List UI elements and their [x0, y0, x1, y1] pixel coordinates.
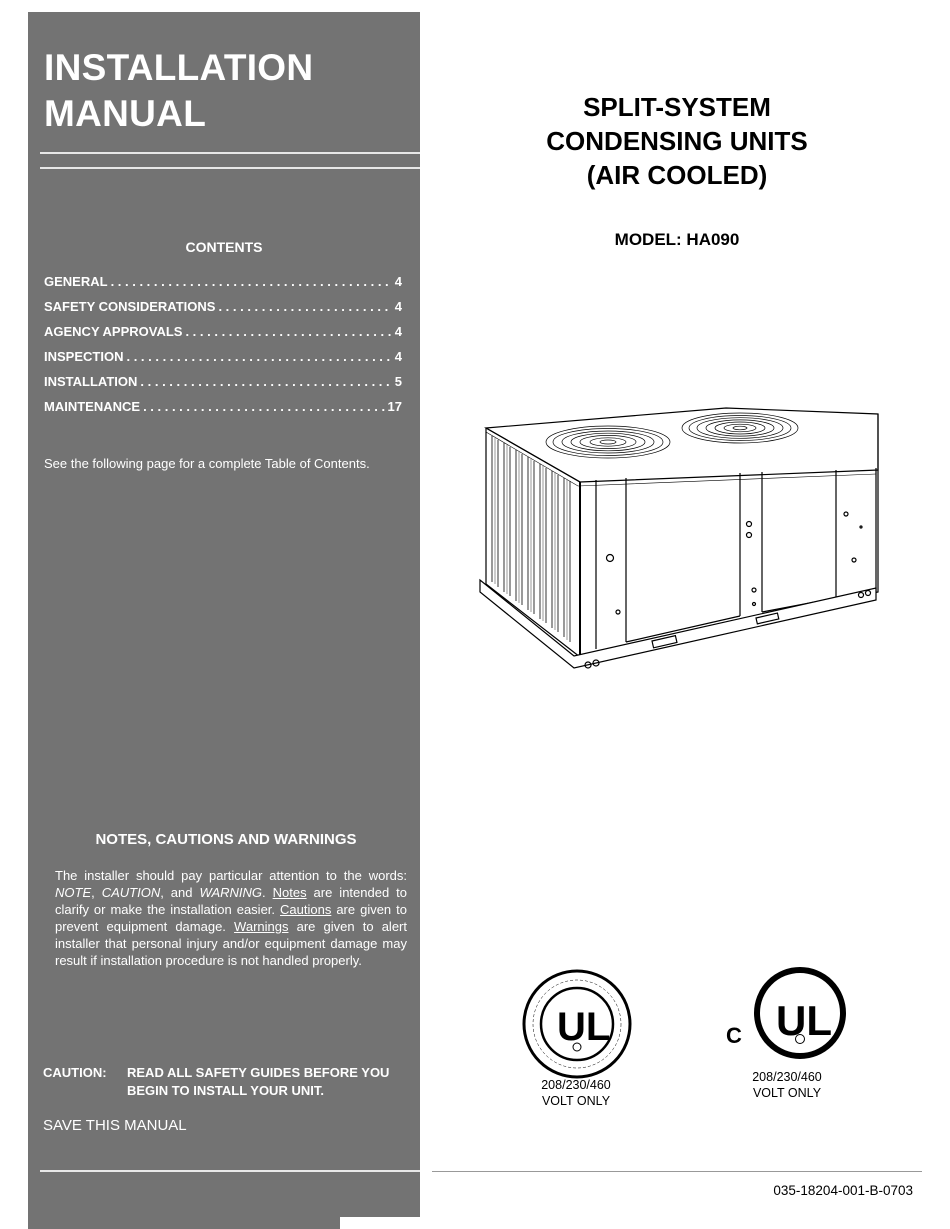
notes-heading: NOTES, CAUTIONS AND WARNINGS	[95, 831, 357, 848]
toc-page: 17	[387, 399, 402, 414]
toc-label: MAINTENANCE	[44, 399, 141, 414]
table-of-contents	[44, 274, 402, 424]
toc-page: 4	[394, 299, 402, 314]
toc-item-general[interactable]	[44, 274, 402, 299]
ul-voltage: 208/230/460	[541, 1078, 611, 1092]
manual-title-line1: INSTALLATION	[44, 47, 314, 88]
ul-listed-logo-icon	[521, 968, 633, 1080]
toc-leader	[126, 349, 391, 364]
title-divider-bottom	[40, 167, 420, 169]
sidebar-panel	[28, 12, 420, 1217]
toc-page: 5	[394, 374, 402, 389]
notes-underlined-notes: Notes	[272, 885, 307, 901]
notes-word-warning: WARNING	[199, 885, 263, 901]
toc-item-inspection[interactable]	[44, 349, 402, 374]
notes-paragraph	[55, 867, 407, 970]
notes-text: are given to alert installer that personal injury and/or equipment damage may result if installation procedure is not handled properly.	[55, 919, 407, 969]
condensing-unit-illustration	[478, 402, 882, 682]
sidebar-foot-tab	[28, 1217, 340, 1229]
svg-text:UL: UL	[557, 1005, 611, 1049]
toc-label: INSPECTION	[44, 349, 124, 364]
sidebar-bottom-divider	[40, 1170, 420, 1172]
cul-listed-logo-icon	[726, 965, 850, 1067]
caution-text: READ ALL SAFETY GUIDES BEFORE YOU BEGIN TO INSTALL YOUR UNIT.	[127, 1065, 390, 1098]
toc-leader	[185, 324, 391, 339]
document-title-line1: SPLIT-SYSTEM	[583, 92, 771, 122]
document-title-line2: CONDENSING UNITS	[546, 126, 808, 156]
save-manual-text: SAVE THIS MANUAL	[43, 1117, 187, 1134]
ul-voltage-caption	[511, 1078, 641, 1109]
document-title	[480, 90, 874, 192]
toc-leader	[140, 374, 391, 389]
manual-title-line2: MANUAL	[44, 93, 207, 134]
footer-divider	[432, 1171, 922, 1172]
toc-page: 4	[394, 274, 402, 289]
toc-leader	[143, 399, 384, 414]
toc-page: 4	[394, 324, 402, 339]
toc-page: 4	[394, 349, 402, 364]
toc-item-installation[interactable]	[44, 374, 402, 399]
toc-label: AGENCY APPROVALS	[44, 324, 183, 339]
cul-voltage-caption	[722, 1070, 852, 1101]
model-number: MODEL: HA090	[614, 230, 740, 249]
toc-item-safety-considerations[interactable]	[44, 299, 402, 324]
ul-voltage-note: VOLT ONLY	[541, 1093, 611, 1108]
caution-label: CAUTION:	[43, 1065, 107, 1080]
toc-note: See the following page for a complete Table of Contents.	[44, 456, 370, 471]
svg-text:C: C	[726, 1023, 742, 1048]
document-number: 035-18204-001-B-0703	[773, 1183, 913, 1198]
notes-underlined-warnings: Warnings	[234, 919, 289, 935]
notes-underlined-cautions: Cautions	[280, 902, 332, 918]
contents-heading: CONTENTS	[185, 239, 263, 255]
notes-text: ,	[91, 885, 102, 901]
notes-text: are given to prevent equipment damage.	[55, 902, 407, 935]
notes-text: are intended to clarify or make the installation easier.	[55, 885, 407, 918]
notes-text: , and	[160, 885, 200, 901]
cul-voltage-note: VOLT ONLY	[752, 1085, 822, 1100]
toc-label: INSTALLATION	[44, 374, 138, 389]
cul-voltage: 208/230/460	[752, 1070, 822, 1084]
notes-word-note: NOTE	[55, 885, 92, 901]
manual-title	[44, 45, 313, 137]
toc-label: GENERAL	[44, 274, 108, 289]
toc-leader	[111, 274, 392, 289]
document-title-line3: (AIR COOLED)	[586, 160, 768, 190]
notes-text: The installer should pay particular attention to the words:	[55, 868, 407, 883]
toc-leader	[218, 299, 391, 314]
title-divider-top	[40, 152, 420, 154]
svg-text:UL: UL	[776, 997, 832, 1044]
notes-word-caution: CAUTION	[101, 885, 161, 901]
toc-item-maintenance[interactable]	[44, 399, 402, 424]
toc-label: SAFETY CONSIDERATIONS	[44, 299, 216, 314]
notes-text: .	[262, 885, 273, 901]
toc-item-agency-approvals[interactable]	[44, 324, 402, 349]
